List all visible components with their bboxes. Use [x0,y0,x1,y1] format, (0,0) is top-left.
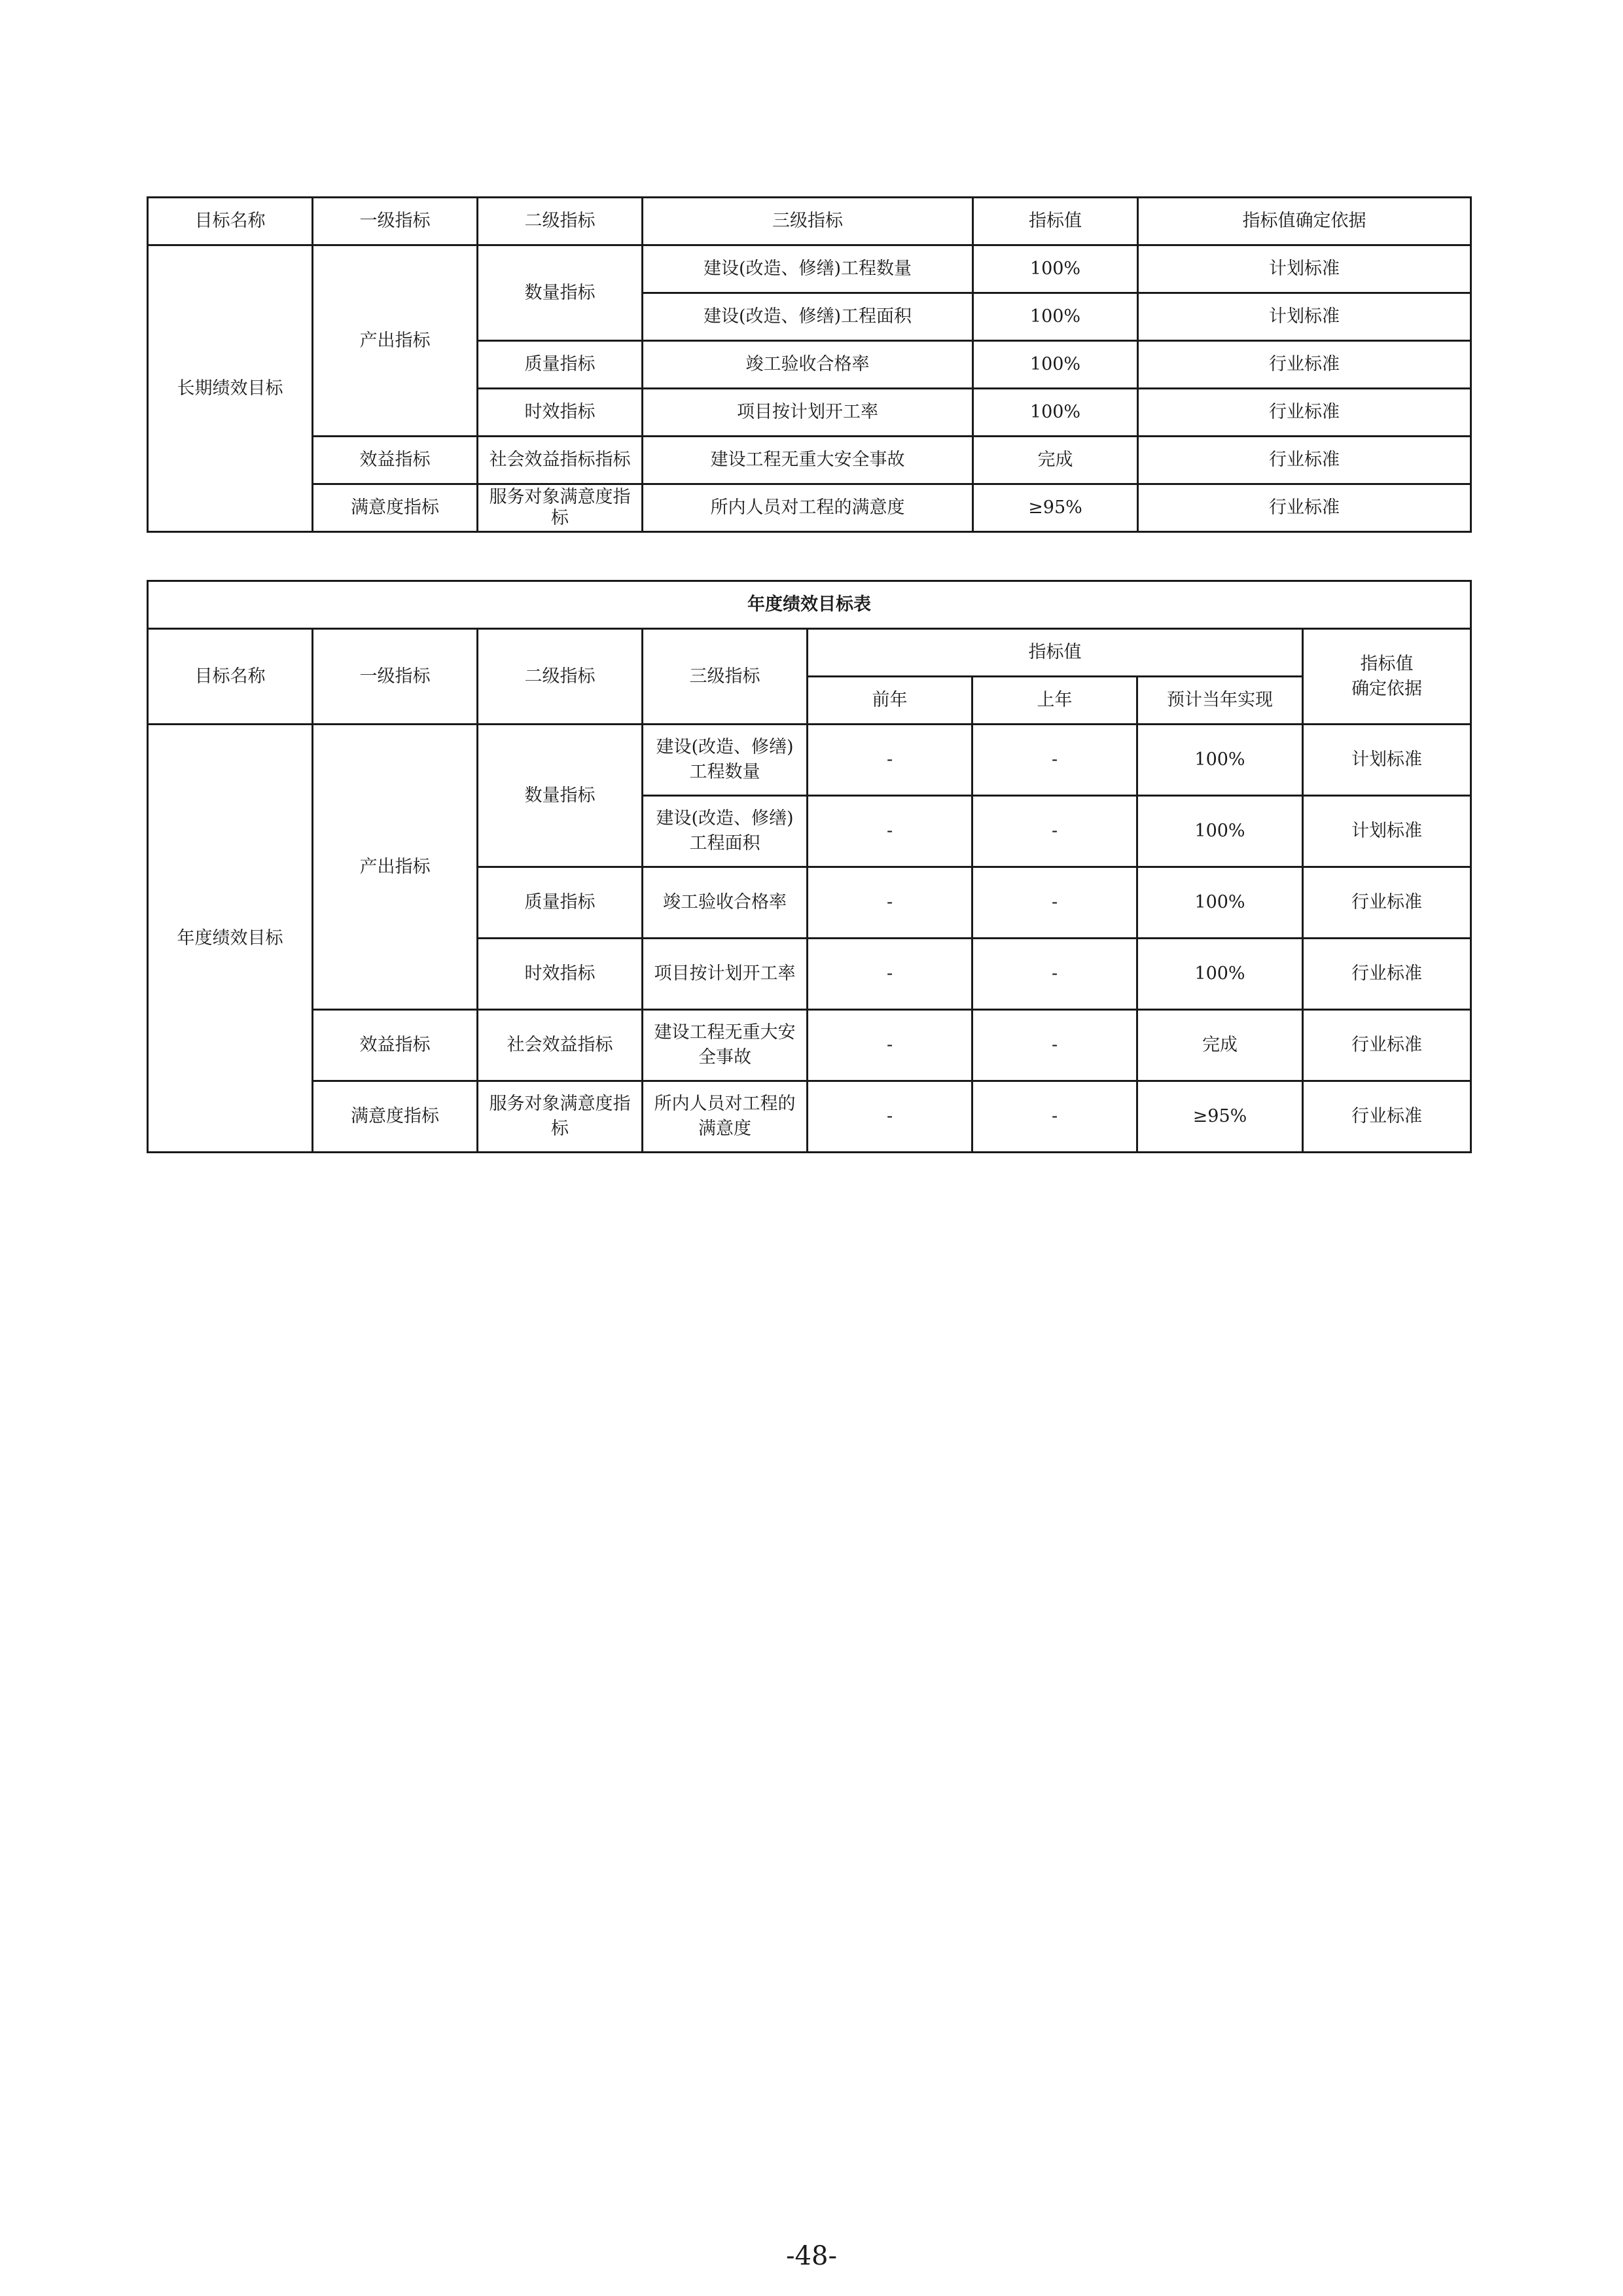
header-level3: 三级指标 [643,629,808,725]
third-level-cell: 建设(改造、修缮)工程数量 [643,245,973,293]
basis-cell: 行业标准 [1138,437,1471,484]
expected-cell: 完成 [1137,1010,1303,1081]
section-title-row [148,581,1471,629]
value-cell: 100% [973,293,1138,341]
basis-cell: 行业标准 [1303,1010,1471,1081]
social-benefit-cell: 社会效益指标指标 [478,437,643,484]
benefit-indicator-cell: 效益指标 [313,437,478,484]
basis-cell: 行业标准 [1303,1081,1471,1153]
satisfaction-indicator-cell: 满意度指标 [313,1081,478,1153]
basis-cell: 行业标准 [1138,341,1471,389]
prev-year-cell: - [808,725,972,796]
header-prev-year: 前年 [808,677,972,725]
third-level-cell: 竣工验收合格率 [643,867,808,939]
header-basis: 指标值 确定依据 [1303,629,1471,725]
header-basis: 指标值确定依据 [1138,198,1471,245]
prev-year-cell: - [808,867,972,939]
third-level-cell: 建设工程无重大安全事故 [643,437,973,484]
basis-cell: 计划标准 [1138,245,1471,293]
value-cell: 100% [973,341,1138,389]
service-satisfaction-cell: 服务对象满意度指标 [478,1081,643,1153]
third-level-cell: 建设(改造、修缮)工程面积 [643,796,808,867]
timeliness-indicator-cell: 时效指标 [478,939,643,1010]
last-year-cell: - [972,796,1137,867]
quantity-indicator-cell: 数量指标 [478,245,643,341]
table-row [148,725,1471,796]
basis-cell: 计划标准 [1138,293,1471,341]
benefit-indicator-cell: 效益指标 [313,1010,478,1081]
table-header-row [148,629,1471,677]
third-level-cell: 所内人员对工程的满意度 [643,1081,808,1153]
header-level1: 一级指标 [313,629,478,725]
goal-name-cell: 长期绩效目标 [148,245,313,532]
expected-cell: 100% [1137,725,1303,796]
expected-cell: 100% [1137,867,1303,939]
prev-year-cell: - [808,939,972,1010]
header-last-year: 上年 [972,677,1137,725]
output-indicator-cell: 产出指标 [313,245,478,437]
timeliness-indicator-cell: 时效指标 [478,389,643,437]
value-cell: ≥95% [973,484,1138,532]
quantity-indicator-cell: 数量指标 [478,725,643,867]
service-satisfaction-cell: 服务对象满意度指标 [478,484,643,532]
third-level-cell: 建设(改造、修缮)工程数量 [643,725,808,796]
third-level-cell: 建设(改造、修缮)工程面积 [643,293,973,341]
header-goal-name: 目标名称 [148,198,313,245]
table-row [148,245,1471,293]
third-level-cell: 竣工验收合格率 [643,341,973,389]
value-cell: 100% [973,389,1138,437]
header-level2: 二级指标 [478,629,643,725]
table-row [148,1081,1471,1153]
header-expected: 预计当年实现 [1137,677,1303,725]
expected-cell: 100% [1137,796,1303,867]
annual-performance-table [147,580,1472,1153]
table-row [148,437,1471,484]
section-title: 年度绩效目标表 [148,581,1471,629]
header-level2: 二级指标 [478,198,643,245]
page-number: -48- [786,2241,837,2271]
last-year-cell: - [972,1081,1137,1153]
quality-indicator-cell: 质量指标 [478,867,643,939]
value-cell: 完成 [973,437,1138,484]
basis-cell: 行业标准 [1138,389,1471,437]
goal-name-cell: 年度绩效目标 [148,725,313,1153]
prev-year-cell: - [808,1081,972,1153]
expected-cell: 100% [1137,939,1303,1010]
basis-cell: 计划标准 [1303,725,1471,796]
header-value-group: 指标值 [808,629,1303,677]
basis-cell: 行业标准 [1303,867,1471,939]
third-level-cell: 建设工程无重大安全事故 [643,1010,808,1081]
third-level-cell: 项目按计划开工率 [643,939,808,1010]
basis-cell: 行业标准 [1303,939,1471,1010]
third-level-cell: 项目按计划开工率 [643,389,973,437]
satisfaction-indicator-cell: 满意度指标 [313,484,478,532]
basis-cell: 行业标准 [1138,484,1471,532]
social-benefit-cell: 社会效益指标 [478,1010,643,1081]
expected-cell: ≥95% [1137,1081,1303,1153]
output-indicator-cell: 产出指标 [313,725,478,1010]
last-year-cell: - [972,867,1137,939]
last-year-cell: - [972,939,1137,1010]
basis-cell: 计划标准 [1303,796,1471,867]
quality-indicator-cell: 质量指标 [478,341,643,389]
prev-year-cell: - [808,796,972,867]
header-value: 指标值 [973,198,1138,245]
header-level1: 一级指标 [313,198,478,245]
long-term-performance-table [147,196,1472,533]
header-level3: 三级指标 [643,198,973,245]
third-level-cell: 所内人员对工程的满意度 [643,484,973,532]
table-row [148,1010,1471,1081]
prev-year-cell: - [808,1010,972,1081]
table-row [148,484,1471,532]
header-goal-name: 目标名称 [148,629,313,725]
table-header-row [148,198,1471,245]
last-year-cell: - [972,725,1137,796]
value-cell: 100% [973,245,1138,293]
last-year-cell: - [972,1010,1137,1081]
